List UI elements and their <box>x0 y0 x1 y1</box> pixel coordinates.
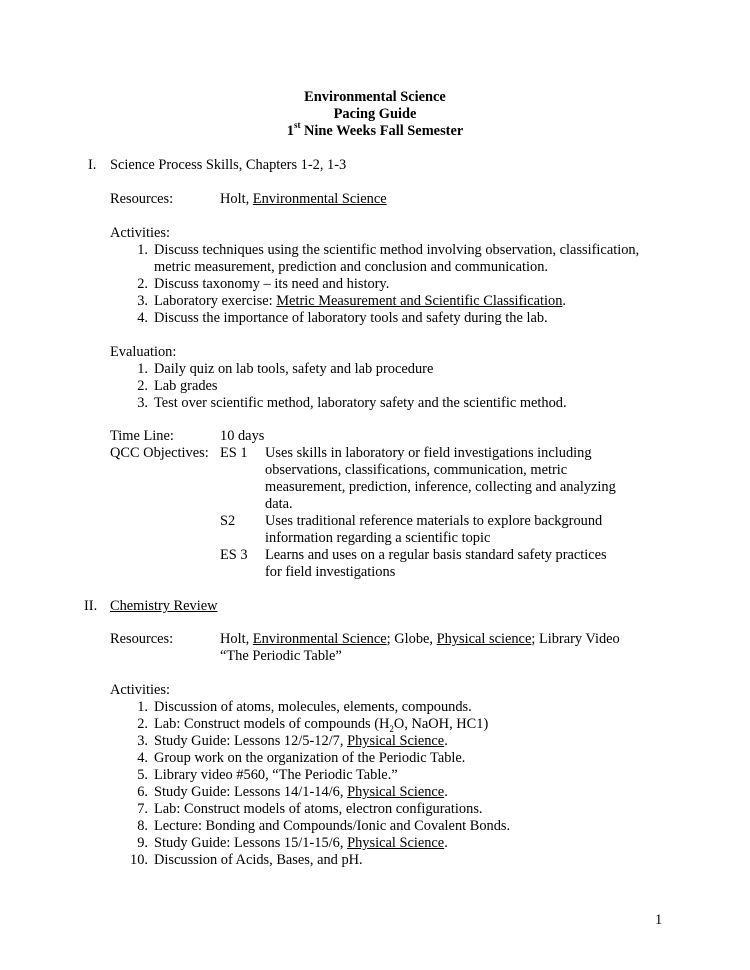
qcc-description-line: Learns and uses on a regular basis standard safety practices <box>265 547 607 563</box>
activity-item: Lecture: Bonding and Compounds/Ionic and Covalent Bonds. <box>154 818 511 834</box>
activity-number: 2. <box>137 276 148 292</box>
activity-item <box>154 835 448 852</box>
resources-book-title: Environmental Science <box>252 631 387 647</box>
resources-text: Holt, <box>220 631 253 647</box>
activity-number: 7. <box>137 801 148 817</box>
section-1-evaluation-label: Evaluation: <box>110 344 177 360</box>
activity-number: 1. <box>137 242 148 258</box>
activity-number: 4. <box>137 310 148 326</box>
qcc-description-line: Uses traditional reference materials to explore background <box>265 513 603 529</box>
evaluation-item: Daily quiz on lab tools, safety and lab procedure <box>154 361 434 377</box>
resources-text: ; Globe, <box>386 631 437 647</box>
section-2-activities-label: Activities: <box>110 682 170 698</box>
lab-exercise-title: Metric Measurement and Scientific Classification <box>276 293 563 309</box>
activity-number: 3. <box>137 293 148 309</box>
timeline-value: 10 days <box>220 428 265 444</box>
activity-number: 3. <box>137 733 148 749</box>
qcc-objectives-label: QCC Objectives: <box>110 445 209 461</box>
semester-text: Nine Weeks Fall Semester <box>300 123 464 139</box>
activity-number: 9. <box>137 835 148 851</box>
section-2-title: Chemistry Review <box>110 598 218 614</box>
activity-item <box>154 716 488 733</box>
section-2-resources <box>220 631 620 648</box>
section-2-numeral: II. <box>84 598 98 614</box>
qcc-code: S2 <box>220 513 236 529</box>
activity-item: Discussion of Acids, Bases, and pH. <box>154 852 363 868</box>
resources-book-title: Physical science <box>436 631 532 647</box>
activity-number: 1. <box>137 699 148 715</box>
activity-punctuation: . <box>444 784 448 800</box>
resources-text: ; Library Video <box>531 631 620 647</box>
activity-item: Discuss techniques using the scientific method involving observation, classification, <box>154 242 640 258</box>
qcc-description-line: Uses skills in laboratory or field investigations including <box>265 445 592 461</box>
subscript: 2 <box>389 723 394 734</box>
semester-ordinal: st <box>293 120 301 131</box>
evaluation-number: 3. <box>137 395 148 411</box>
section-1-numeral: I. <box>88 157 97 173</box>
qcc-description-line: measurement, prediction, inference, collecting and analyzing <box>265 479 616 495</box>
page-number: 1 <box>655 912 663 928</box>
book-title: Physical Science <box>347 784 445 800</box>
activity-number: 5. <box>137 767 148 783</box>
qcc-description-line: for field investigations <box>265 564 396 580</box>
activity-text: Lab: Construct models of compounds (H <box>154 716 390 732</box>
activity-number: 2. <box>137 716 148 732</box>
activity-item: Library video #560, “The Periodic Table.” <box>154 767 398 783</box>
activity-item: Discussion of atoms, molecules, elements, compounds. <box>154 699 472 715</box>
activity-number: 10. <box>130 852 148 868</box>
qcc-description-line: information regarding a scientific topic <box>265 530 491 546</box>
activity-number: 8. <box>137 818 148 834</box>
book-title: Physical Science <box>347 835 445 851</box>
activity-item: Lab: Construct models of atoms, electron configurations. <box>154 801 483 817</box>
activity-punctuation: . <box>444 733 448 749</box>
evaluation-item: Test over scientific method, laboratory safety and the scientific method. <box>154 395 567 411</box>
activity-item: Discuss the importance of laboratory tools and safety during the lab. <box>154 310 548 326</box>
evaluation-number: 1. <box>137 361 148 377</box>
section-2-resources-label: Resources: <box>110 631 174 647</box>
activity-item-continued: metric measurement, prediction and conclusion and communication. <box>154 259 549 275</box>
activity-text: O, NaOH, HC1) <box>393 716 489 732</box>
activity-item <box>154 733 448 750</box>
activity-item <box>154 293 566 310</box>
qcc-code: ES 1 <box>220 445 248 461</box>
activity-number: 4. <box>137 750 148 766</box>
section-1-resources-label: Resources: <box>110 191 174 207</box>
activity-punctuation: . <box>444 835 448 851</box>
evaluation-item: Lab grades <box>154 378 218 394</box>
activity-punctuation: . <box>562 293 567 309</box>
book-title: Physical Science <box>347 733 445 749</box>
activity-text: Study Guide: Lessons 14/1-14/6, <box>154 784 348 800</box>
document-subtitle: Pacing Guide <box>333 106 417 122</box>
document-title: Environmental Science <box>304 89 446 105</box>
activity-text: Study Guide: Lessons 12/5-12/7, <box>154 733 348 749</box>
qcc-description-line: data. <box>265 496 293 512</box>
activity-item <box>154 784 448 801</box>
qcc-description-line: observations, classifications, communication, metric <box>265 462 568 478</box>
semester-number: 1 <box>286 123 294 139</box>
activity-item: Group work on the organization of the Periodic Table. <box>154 750 466 766</box>
activity-text: Laboratory exercise: <box>154 293 277 309</box>
timeline-label: Time Line: <box>110 428 174 444</box>
section-1-activities-label: Activities: <box>110 225 170 241</box>
activity-text: Study Guide: Lessons 15/1-15/6, <box>154 835 348 851</box>
resources-publisher: Holt, <box>220 191 253 207</box>
activity-number: 6. <box>137 784 148 800</box>
resources-book-title: Environmental Science <box>252 191 387 207</box>
activity-item: Discuss taxonomy – its need and history. <box>154 276 390 292</box>
qcc-code: ES 3 <box>220 547 248 563</box>
section-1-resources <box>220 191 387 208</box>
semester-heading <box>0 120 750 140</box>
section-1-title: Science Process Skills, Chapters 1-2, 1-3 <box>110 157 347 173</box>
evaluation-number: 2. <box>137 378 148 394</box>
resources-video-title: “The Periodic Table” <box>220 648 342 664</box>
